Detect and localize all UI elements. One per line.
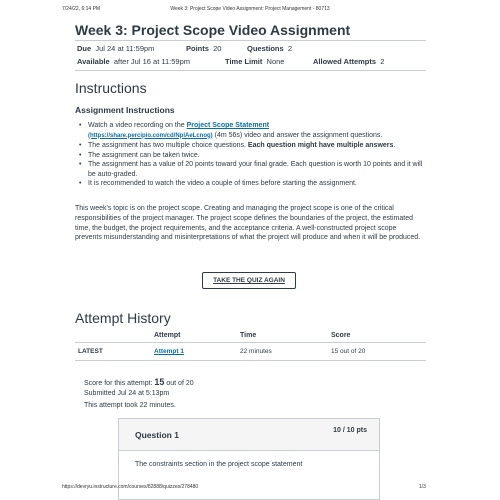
list-item: • It is recommended to watch the video a couple of times before starting the assignment. <box>75 179 425 189</box>
list-item: • The assignment has a value of 20 points toward your final grade. Each question is worth 10 points and it will be auto-graded. <box>75 160 425 179</box>
list-item: • The assignment has two multiple choice questions. Each question might have multiple answers. <box>75 141 425 151</box>
question-points: 10 / 10 pts <box>333 427 367 434</box>
available-meta: Available after Jul 16 at 11:59pm <box>77 57 190 66</box>
instructions-heading: Instructions <box>75 80 147 96</box>
divider <box>75 40 426 41</box>
footer-page: 1/3 <box>419 484 426 490</box>
question-header <box>119 419 379 451</box>
video-url-link[interactable]: (https://share.percipio.com/cd/NplAeLcnog) <box>88 132 213 139</box>
take-quiz-again-button[interactable]: TAKE THE QUIZ AGAIN <box>202 272 296 289</box>
list-item: • The assignment can be taken twice. <box>75 151 425 161</box>
question-text: The constraints section in the project scope statement <box>135 461 303 468</box>
table-divider <box>75 360 426 361</box>
column-header-attempt: Attempt <box>154 332 181 339</box>
table-divider <box>75 342 426 343</box>
column-header-time: Time <box>240 332 257 339</box>
attempt-time: 22 minutes <box>240 348 272 355</box>
attempt-history-heading: Attempt History <box>75 310 171 326</box>
project-scope-statement-link[interactable]: Project Scope Statement <box>186 122 270 129</box>
submitted-text: Submitted Jul 24 at 5:13pm <box>84 390 170 397</box>
divider <box>75 70 426 71</box>
score-summary: Score for this attempt: 15 out of 20 <box>84 377 194 387</box>
duration-text: This attempt took 22 minutes. <box>84 402 176 409</box>
footer-url: https://devryu.instructure.com/courses/82888/quizzes/278480 <box>62 484 199 490</box>
time-limit-meta: Time Limit None <box>225 57 285 66</box>
attempt-1-link[interactable]: Attempt 1 <box>154 348 184 355</box>
allowed-attempts-meta: Allowed Attempts 2 <box>313 57 385 66</box>
due-meta: Due Jul 24 at 11:59pm <box>77 44 155 53</box>
row-label-latest: LATEST <box>78 348 103 355</box>
points-meta: Points 20 <box>186 44 222 53</box>
print-date: 7/24/22, 6:14 PM <box>62 6 101 12</box>
instructions-list <box>75 121 425 189</box>
list-item: • Watch a video recording on the Project Scope Statement (https://share.percipio.com/cd/NplAeLcnog) (4m 56s) video and answer the assignment questions. <box>75 121 425 141</box>
topic-paragraph: This week's topic is on the project scope. Creating and managing the project scope is one of the critical responsibilities of the project manager. The project scope defines the boundaries of the project, the estimated time, the budget, the project requirements, and the acceptance criteria. A well-constructed project scope prevents misunderstanding and misinterpretations of what the project will produce and when it will be produced. <box>75 205 421 242</box>
question-title: Question 1 <box>135 430 179 440</box>
attempt-score: 15 out of 20 <box>331 348 366 355</box>
page-title: Week 3: Project Scope Video Assignment <box>75 22 351 38</box>
assignment-instructions-heading: Assignment Instructions <box>75 105 175 115</box>
print-title: Week 3: Project Scope Video Assignment: Project Management - 80713 <box>170 6 330 12</box>
questions-meta: Questions 2 <box>247 44 293 53</box>
column-header-score: Score <box>331 332 351 339</box>
